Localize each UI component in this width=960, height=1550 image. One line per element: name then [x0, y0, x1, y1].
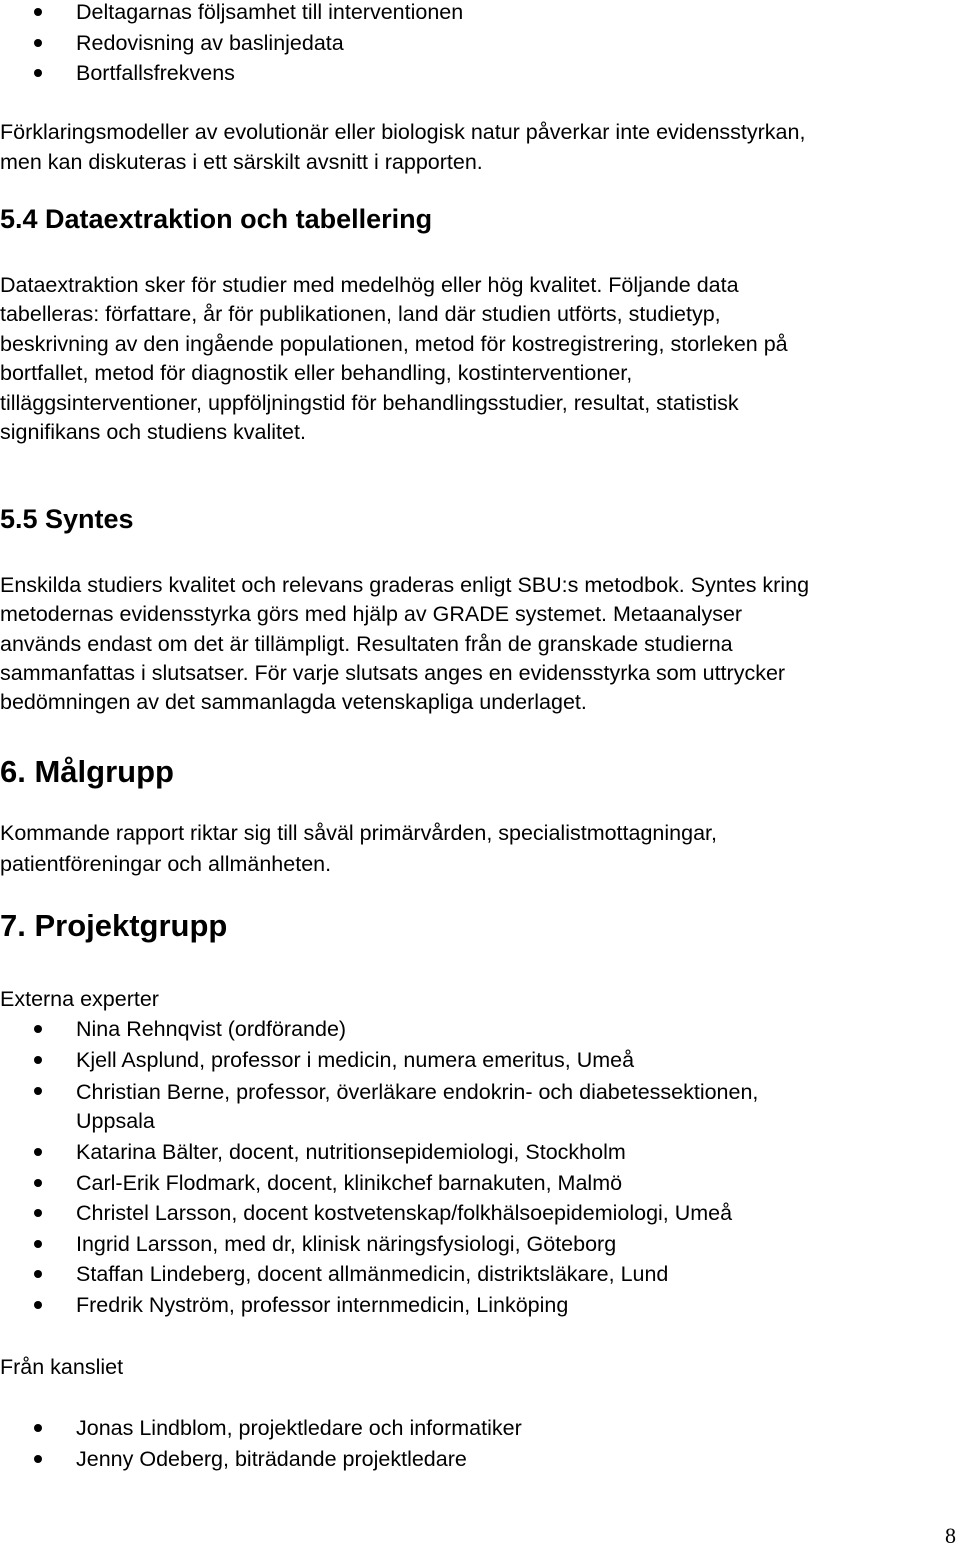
list-item: Redovisning av baslinjedata — [0, 28, 960, 59]
bullet-icon — [34, 1270, 42, 1278]
bullet-icon — [34, 69, 42, 77]
page-number: 8 — [945, 1523, 956, 1548]
section-heading-6: 6. Målgrupp — [0, 754, 174, 789]
bullet-icon — [34, 1424, 42, 1432]
bullet-icon — [34, 8, 42, 16]
list-item: Kjell Asplund, professor i medicin, numera emeritus, Umeå — [0, 1045, 960, 1076]
external-experts-label: Externa experter — [0, 987, 159, 1011]
text-line: Enskilda studiers kvalitet och relevans graderas enligt SBU:s metodbok. Syntes kring — [0, 573, 810, 597]
list-item: Deltagarnas följsamhet till interventionen — [0, 0, 960, 28]
bullet-icon — [34, 1240, 42, 1248]
section-heading-5-5: 5.5 Syntes — [0, 504, 134, 534]
office-label: Från kansliet — [0, 1355, 124, 1379]
text-line: används endast om det är tillämpligt. Resultaten från de granskade studierna — [0, 631, 733, 656]
text-line: bedömningen av det sammanlagda vetenskapliga underlaget. — [0, 690, 587, 715]
text-line: patientföreningar och allmänheten. — [0, 852, 332, 876]
bullet-icon — [34, 1301, 42, 1309]
bullet-icon — [34, 1209, 42, 1217]
office-list — [0, 1413, 960, 1474]
text-line: tilläggsinterventioner, uppföljningstid för behandlingsstudier, resultat, statistisk — [0, 390, 739, 415]
list-item: Christian Berne, professor, överläkare endokrin- och diabetessektionen, Uppsala — [0, 1076, 960, 1137]
section-6-paragraph — [0, 818, 960, 880]
list-item: Fredrik Nyström, professor internmedicin, Linköping — [0, 1290, 960, 1321]
text-line: beskrivning av den ingående populationen, metod för kostregistrering, storleken på — [0, 331, 788, 356]
text-line: signifikans och studiens kvalitet. — [0, 420, 306, 445]
list-item: Staffan Lindeberg, docent allmänmedicin, distriktsläkare, Lund — [0, 1259, 960, 1290]
list-item: Ingrid Larsson, med dr, klinisk näringsfysiologi, Göteborg — [0, 1229, 960, 1260]
text-line: Förklaringsmodeller av evolutionär eller biologisk natur påverkar inte evidensstyrkan, — [0, 120, 806, 144]
intro-paragraph — [0, 117, 960, 177]
section-5-5-paragraph — [0, 571, 960, 717]
top-bullet-list — [0, 0, 960, 89]
list-item: Christel Larsson, docent kostvetenskap/folkhälsoepidemiologi, Umeå — [0, 1198, 960, 1229]
bullet-icon — [34, 39, 42, 47]
section-heading-5-4: 5.4 Dataextraktion och tabellering — [0, 204, 433, 234]
section-heading-7: 7. Projektgrupp — [0, 908, 228, 943]
text-line: sammanfattas i slutsatser. För varje slutsats anges en evidensstyrka som uttrycker — [0, 660, 786, 685]
section-5-4-paragraph — [0, 271, 960, 447]
text-line: men kan diskuteras i ett särskilt avsnitt i rapporten. — [0, 150, 483, 174]
bullet-icon — [34, 1025, 42, 1033]
external-experts-list — [0, 1014, 960, 1320]
list-item: Jonas Lindblom, projektledare och informatiker — [0, 1413, 960, 1444]
list-item: Katarina Bälter, docent, nutritionsepidemiologi, Stockholm — [0, 1137, 960, 1168]
list-item: Nina Rehnqvist (ordförande) — [0, 1014, 960, 1045]
text-line: tabelleras: författare, år för publikationen, land där studien utförts, studietyp, — [0, 302, 721, 327]
bullet-icon — [34, 1056, 42, 1064]
list-item: Carl-Erik Flodmark, docent, klinikchef barnakuten, Malmö — [0, 1168, 960, 1199]
bullet-icon — [34, 1179, 42, 1187]
text-line: bortfallet, metod för diagnostik eller behandling, kostinterventioner, — [0, 361, 633, 386]
bullet-icon — [34, 1148, 42, 1156]
text-line: metodernas evidensstyrka görs med hjälp av GRADE systemet. Metaanalyser — [0, 602, 743, 627]
list-item: Bortfallsfrekvens — [0, 58, 960, 89]
bullet-icon — [34, 1455, 42, 1463]
text-line: Kommande rapport riktar sig till såväl primärvården, specialistmottagningar, — [0, 821, 717, 845]
bullet-icon — [34, 1087, 42, 1095]
list-item: Jenny Odeberg, biträdande projektledare — [0, 1444, 960, 1475]
text-line: Dataextraktion sker för studier med medelhög eller hög kvalitet. Följande data — [0, 273, 739, 297]
